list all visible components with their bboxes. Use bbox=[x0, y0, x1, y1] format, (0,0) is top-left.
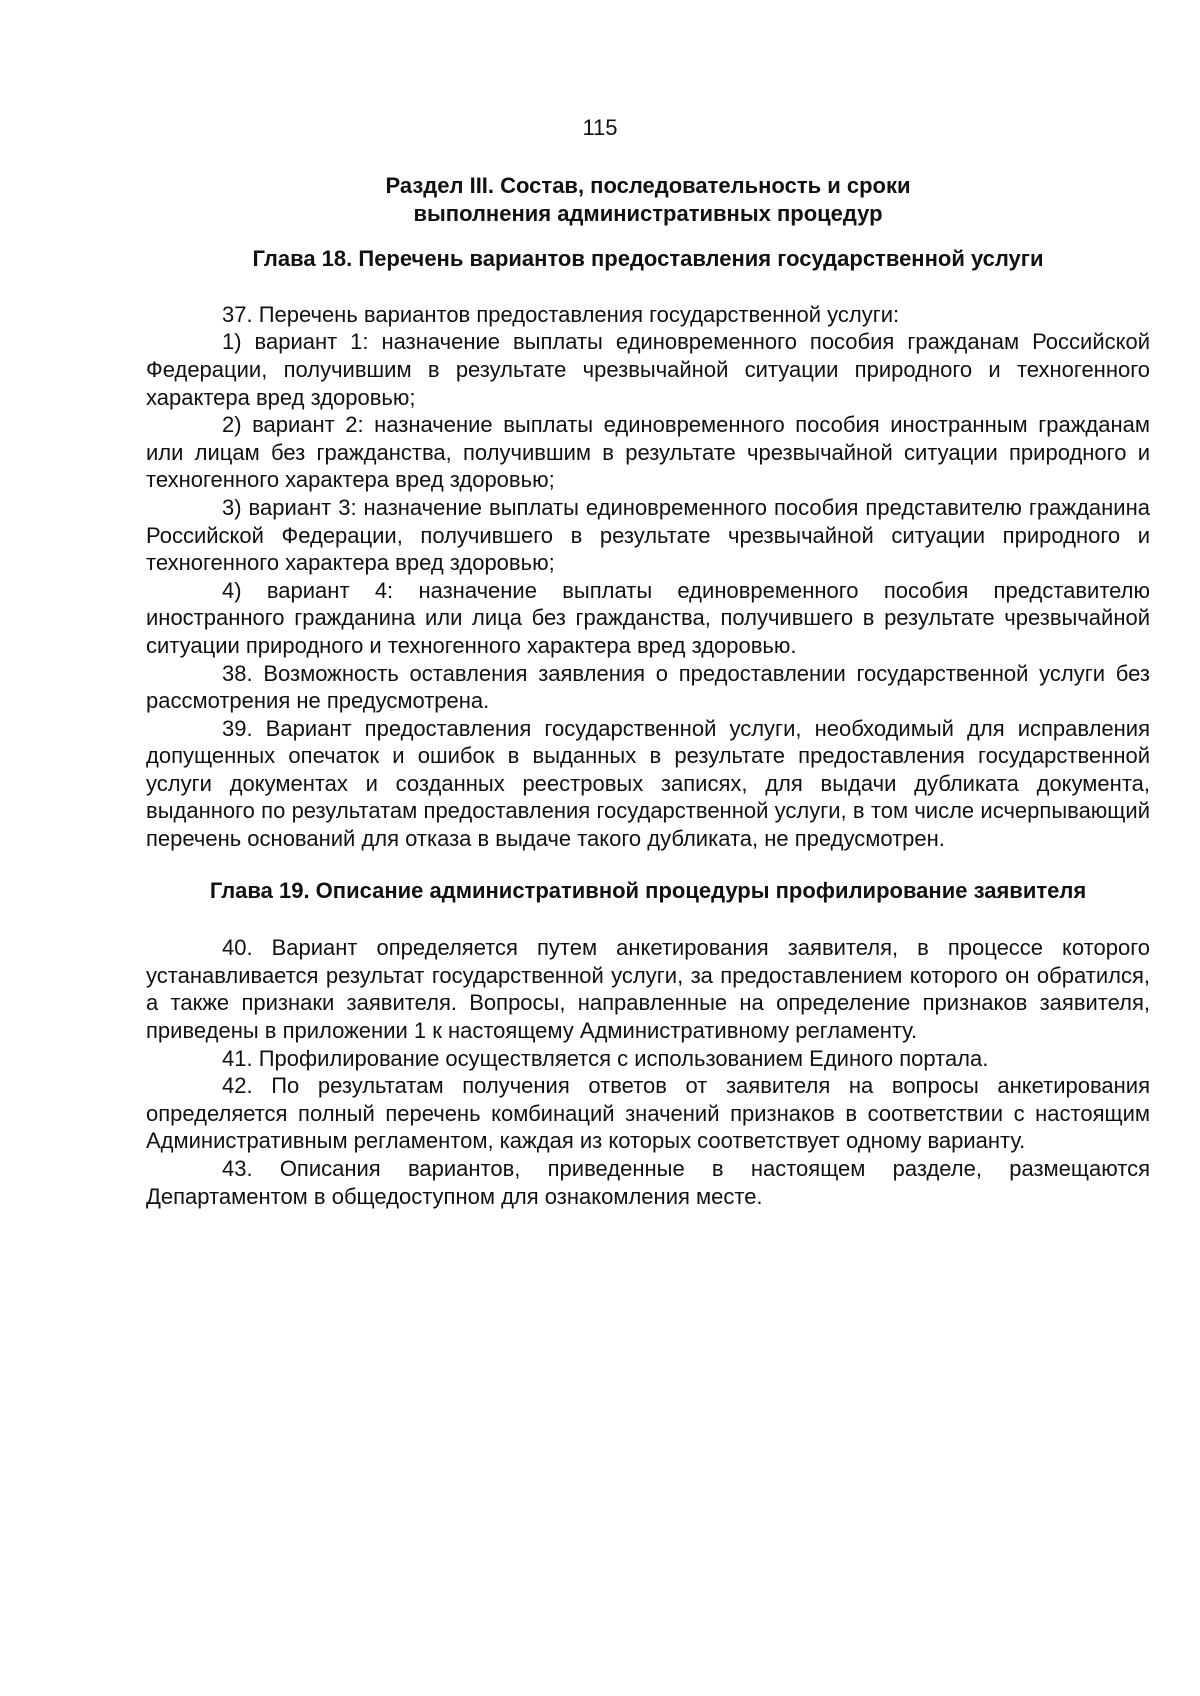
paragraph-43: 43. Описания вариантов, приведенные в настоящем разделе, размещаются Департаментом в общедоступном для ознакомления месте. bbox=[146, 1156, 1150, 1209]
section-title-line-2: выполнения административных процедур bbox=[413, 200, 883, 226]
page-number: 115 bbox=[582, 115, 618, 140]
paragraph-42: 42. По результатам получения ответов от заявителя на вопросы анкетирования определяется полный перечень комбинаций значений признаков в соответствии с настоящим Административным регламентом, каждая из которых соответствует одному варианту. bbox=[146, 1073, 1150, 1154]
chapter-19-title: Глава 19. Описание административной процедуры профилирование заявителя bbox=[209, 877, 1087, 903]
paragraph-38: 38. Возможность оставления заявления о предоставлении государственной услуги без рассмотрения не предусмотрена. bbox=[146, 660, 1150, 714]
section-title bbox=[146, 172, 1150, 227]
list-item-variant-1: 1) вариант 1: назначение выплаты единовременного пособия гражданам Российской Федерации, получившим в результате чрезвычайной ситуации природного и техногенного характера вред здоровью; bbox=[146, 329, 1150, 410]
document-body bbox=[146, 172, 1150, 1210]
paragraph-37: 37. Перечень вариантов предоставления государственной услуги: bbox=[222, 301, 900, 327]
list-item-variant-2: 2) вариант 2: назначение выплаты единовременного пособия иностранным гражданам или лицам без гражданства, получившим в результате чрезвычайной ситуации природного и техногенного характера вред здоровью; bbox=[146, 412, 1150, 493]
chapter-18-title: Глава 18. Перечень вариантов предоставления государственной услуги bbox=[252, 246, 1044, 272]
paragraph-40: 40. Вариант определяется путем анкетирования заявителя, в процессе которого устанавливается результат государственной услуги, за предоставлением которого он обратился, а также признаки заявителя. Вопросы, направленные на определение признаков заявителя, приведены в приложении 1 к настоящему Административному регламенту. bbox=[146, 935, 1150, 1044]
paragraph-41: 41. Профилирование осуществляется с использованием Единого портала. bbox=[222, 1045, 989, 1071]
list-item-variant-3: 3) вариант 3: назначение выплаты единовременного пособия представителю гражданина Российской Федерации, получившего в результате чрезвычайной ситуации природного и техногенного характера вред здоровью; bbox=[146, 494, 1150, 576]
paragraph-39: 39. Вариант предоставления государственной услуги, необходимый для исправления допущенных опечаток и ошибок в выданных в результате предоставления государственной услуги документах и созданных реестровых записях, для выдачи дубликата документа, выданного по результатам предоставления государственной услуги, в том числе исчерпывающий перечень оснований для отказа в выдаче такого дубликата, не предусмотрен. bbox=[146, 715, 1150, 852]
list-item-variant-4: 4) вариант 4: назначение выплаты единовременного пособия представителю иностранного гражданина или лица без гражданства, получившего в результате чрезвычайной ситуации природного и техногенного характера вред здоровью. bbox=[146, 577, 1150, 658]
chapter-19-body bbox=[146, 934, 1150, 1210]
section-title-line-1: Раздел III. Состав, последовательность и сроки bbox=[385, 173, 911, 198]
chapter-18-body bbox=[146, 301, 1150, 853]
